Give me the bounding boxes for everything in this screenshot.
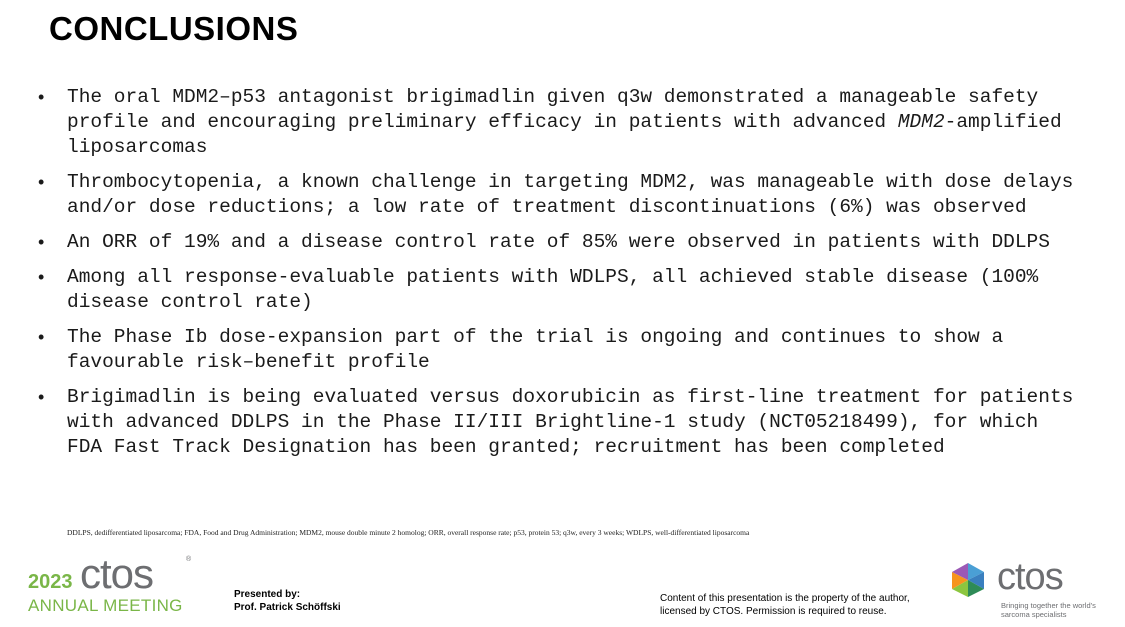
presenter-name: Prof. Patrick Schöffski <box>234 602 341 613</box>
slide-title: CONCLUSIONS <box>49 10 299 47</box>
logo-year: 2023 <box>28 571 73 593</box>
bullet-text: The oral MDM2–p53 antagonist brigimadlin given q3w demonstrated a manageable safety profile and encouraging preliminary efficacy in patients with advanced MDM2-amplified liposarcomas <box>67 86 1062 158</box>
bullet-item <box>38 170 1078 220</box>
bullet-dot-icon: • <box>38 387 45 407</box>
logo-right-tagline: Bringing together the world's sarcoma specialists <box>1001 601 1096 619</box>
bullet-dot-icon: • <box>38 87 45 107</box>
conclusions-list <box>38 85 1078 470</box>
presenter-block <box>234 588 341 614</box>
logo-right-brand: ctos <box>997 556 1063 598</box>
bullet-text: Among all response-evaluable patients with WDLPS, all achieved stable disease (100% disease control rate) <box>67 266 1039 313</box>
gene-name: MDM2 <box>897 111 945 133</box>
bullet-text: The Phase Ib dose-expansion part of the trial is ongoing and continues to show a favourable risk–benefit profile <box>67 326 1004 373</box>
bullet-dot-icon: • <box>38 267 45 287</box>
bullet-dot-icon: • <box>38 327 45 347</box>
logo-brand: ctos <box>80 550 154 597</box>
logo-meeting-text: ANNUAL MEETING <box>28 596 183 615</box>
bullet-text: Brigimadlin is being evaluated versus doxorubicin as first-line treatment for patients with advanced DDLPS in the Phase II/III Brightline-1 study (NCT05218499), for which FDA Fast Track Designation has been granted; recruitment has been completed <box>67 386 1074 458</box>
registered-mark: ® <box>186 556 192 563</box>
abbreviations-footnote: DDLPS, dedifferentiated liposarcoma; FDA, Food and Drug Administration; MDM2, mouse double minute 2 homolog; ORR, overall response rate; p53, protein 53; q3w, every 3 weeks; WDLPS, well-differentiated liposarcoma <box>67 528 750 537</box>
bullet-item <box>38 85 1078 160</box>
bullet-text: An ORR of 19% and a disease control rate of 85% were observed in patients with DDLPS <box>67 231 1050 253</box>
bullet-item <box>38 385 1078 460</box>
bullet-dot-icon: • <box>38 232 45 252</box>
ctos-logo <box>951 556 1111 622</box>
bullet-item <box>38 230 1078 255</box>
copyright-notice: Content of this presentation is the property of the author, licensed by CTOS. Permission is required to reuse. <box>660 593 910 617</box>
bullet-item <box>38 325 1078 375</box>
bullet-item <box>38 265 1078 315</box>
presenter-label: Presented by: <box>234 589 301 600</box>
multicolor-triangle-hexagon-icon <box>951 562 985 598</box>
bullet-dot-icon: • <box>38 172 45 192</box>
bullet-text: Thrombocytopenia, a known challenge in targeting MDM2, was manageable with dose delays and/or dose reductions; a low rate of treatment discontinuations (6%) was observed <box>67 171 1074 218</box>
